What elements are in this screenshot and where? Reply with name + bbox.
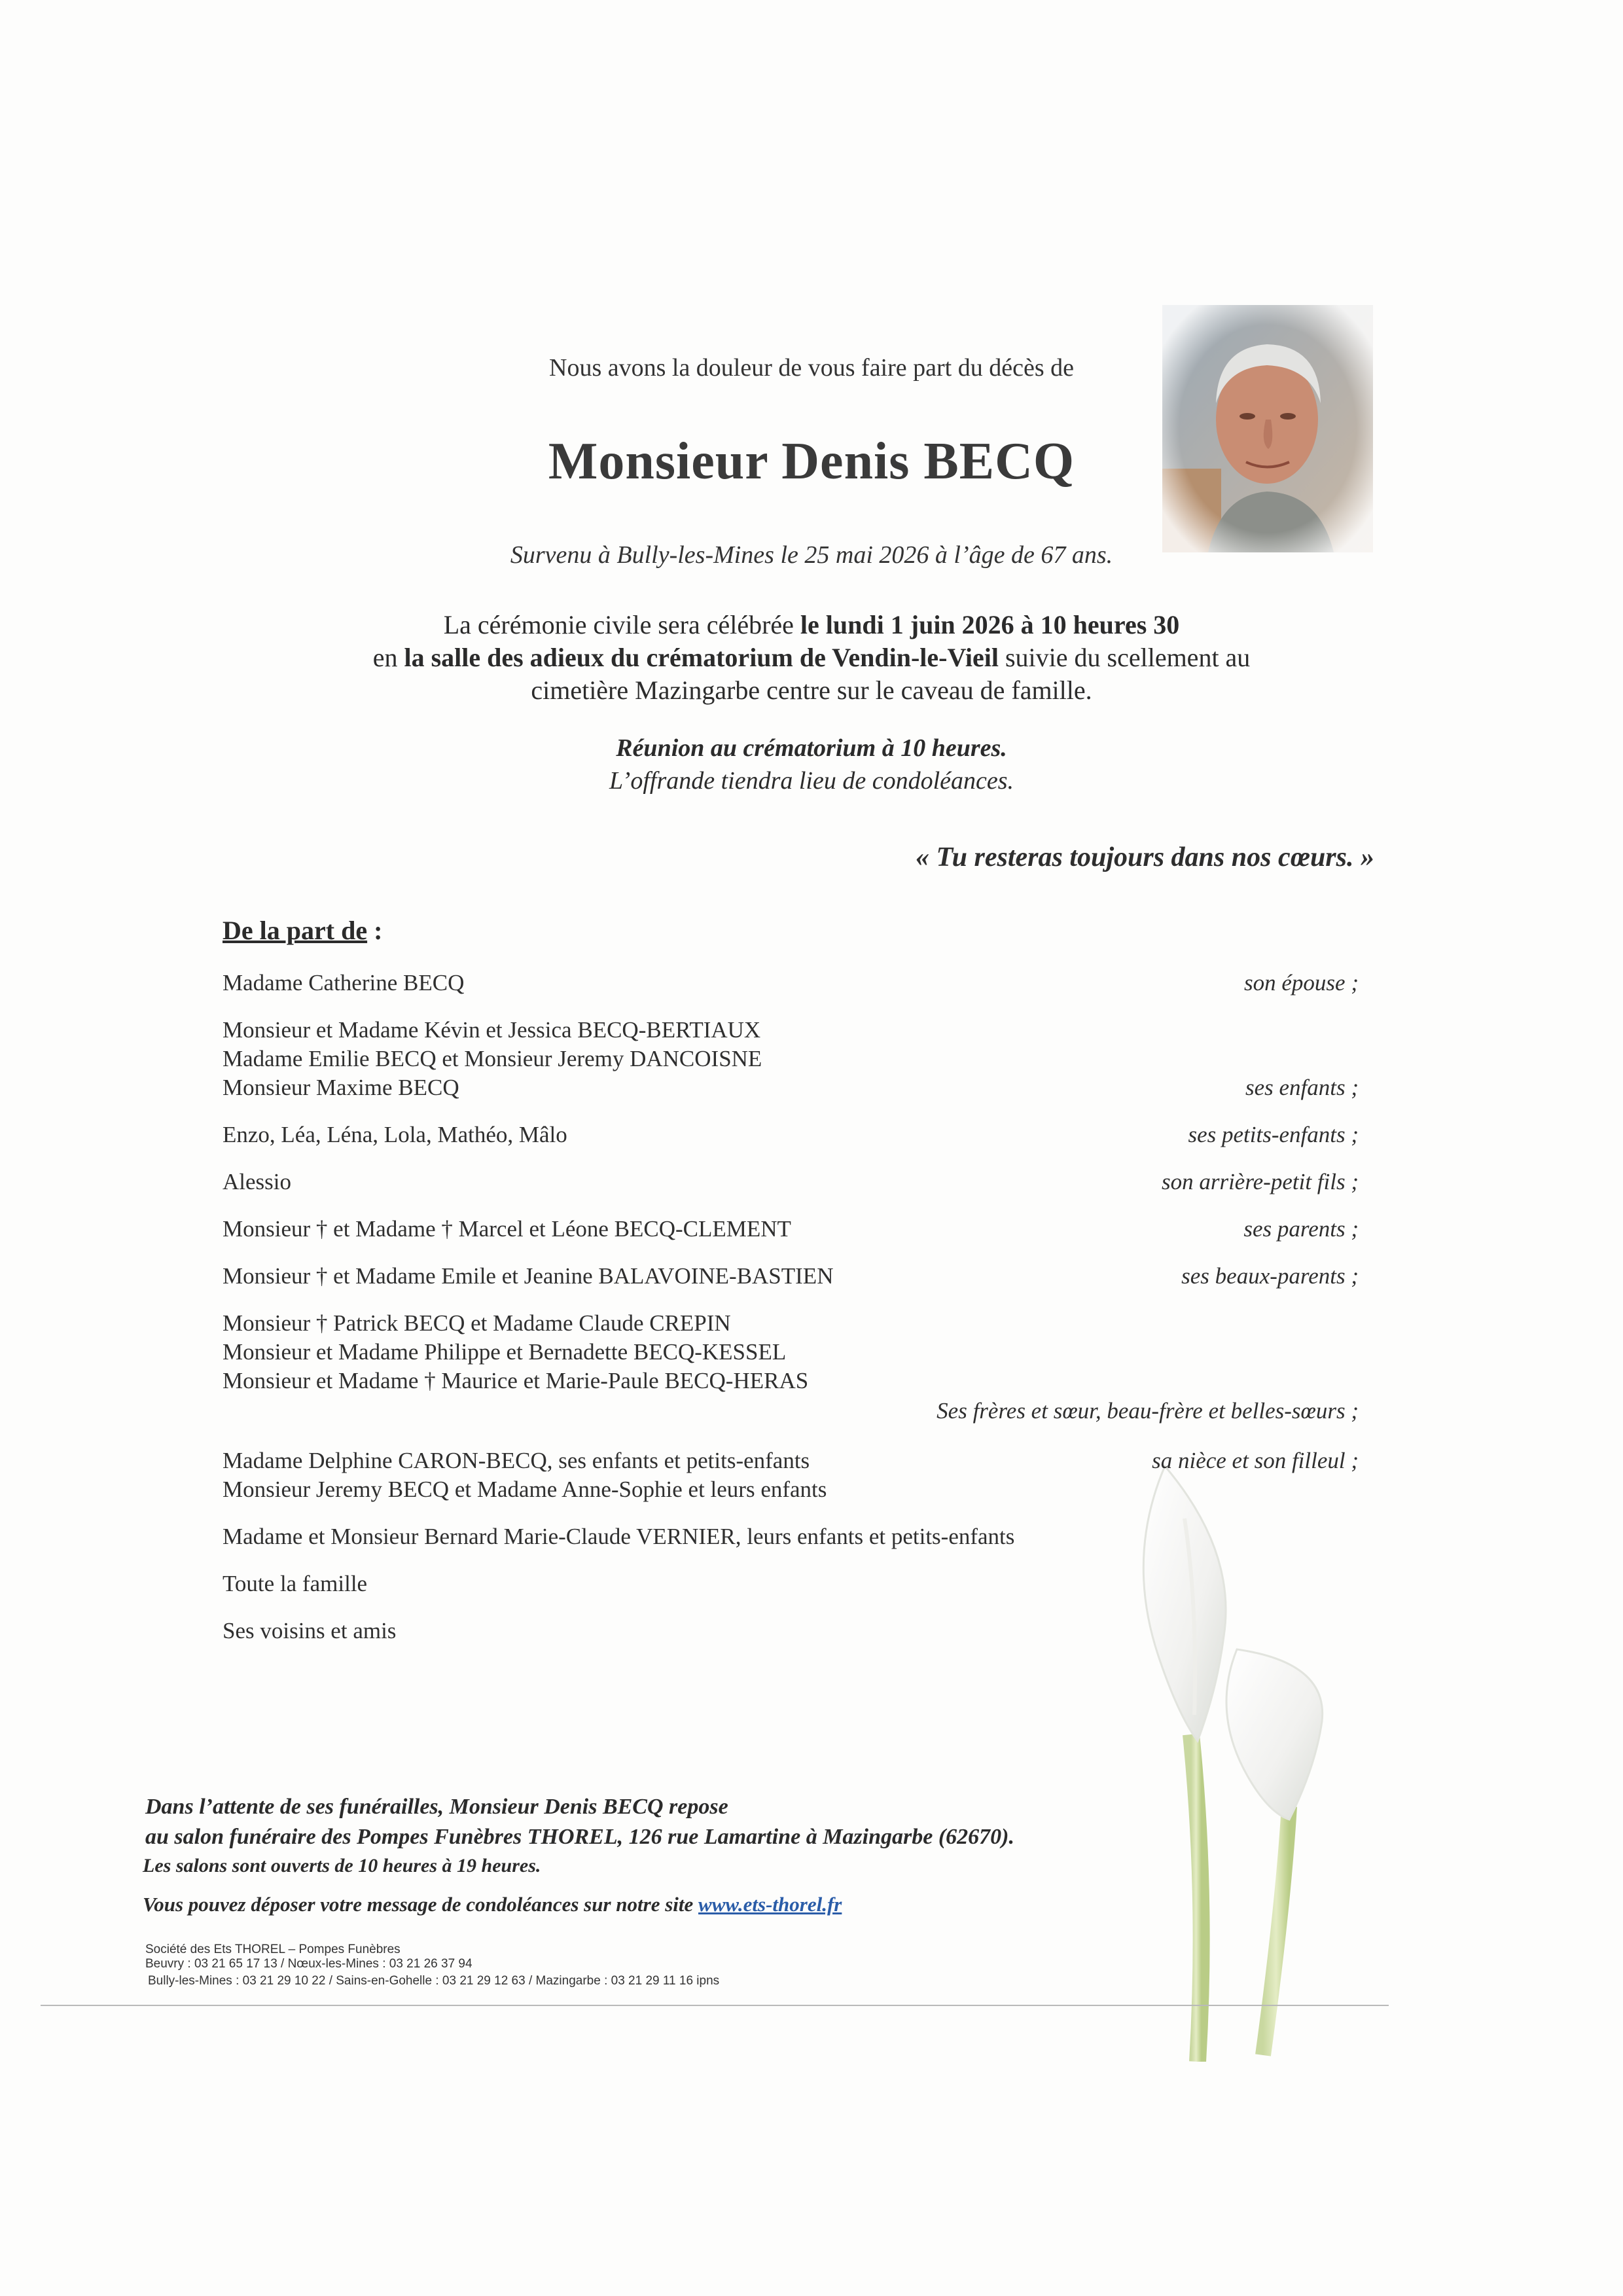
family-names-7 <box>223 1446 827 1504</box>
repose-info <box>145 1792 1014 1852</box>
ceremony-line-3: cimetière Mazingarbe centre sur le caveau de famille. <box>531 675 1092 705</box>
intro-text: Nous avons la douleur de vous faire part du décès de <box>549 354 1074 382</box>
family-relation-1: ses enfants ; <box>1245 1075 1359 1100</box>
from-heading-colon: : <box>367 916 383 945</box>
family-names-8 <box>223 1522 1014 1551</box>
from-heading <box>223 915 382 946</box>
family-names-3 <box>223 1168 291 1196</box>
condolence-message <box>143 1893 842 1916</box>
ceremony-line-2c: suivie du scellement au <box>998 643 1251 672</box>
company-name: Société des Ets THOREL – Pompes Funèbres <box>145 1943 401 1956</box>
family-name: Monsieur † et Madame † Marcel et Léone BECQ-CLEMENT <box>223 1216 791 1242</box>
death-details: Survenu à Bully-les-Mines le 25 mai 2026 à l’âge de 67 ans. <box>510 541 1113 569</box>
family-name: Monsieur † Patrick BECQ et Madame Claude CREPIN <box>223 1310 731 1336</box>
company-phones-2: Bully-les-Mines : 03 21 29 10 22 / Sains-en-Gohelle : 03 21 29 12 63 / Mazingarbe : 03 21 29 11 16 ipns <box>148 1974 720 1988</box>
website-link[interactable]: www.ets-thorel.fr <box>698 1893 842 1916</box>
ceremony-line-2a: en <box>372 643 404 672</box>
family-names-2 <box>223 1121 567 1149</box>
family-name: Toute la famille <box>223 1571 368 1596</box>
repose-line-1: Dans l’attente de ses funérailles, Monsieur Denis BECQ repose <box>145 1795 728 1819</box>
family-names-1 <box>223 1016 762 1102</box>
family-name: Monsieur † et Madame Emile et Jeanine BALAVOINE-BASTIEN <box>223 1263 834 1289</box>
portrait-photo <box>1162 305 1373 552</box>
family-relation-7: sa nièce et son filleul ; <box>1152 1448 1359 1473</box>
calla-lily-illustration <box>1086 1440 1427 2062</box>
salon-hours: Les salons sont ouverts de 10 heures à 19 heures. <box>143 1855 541 1876</box>
reunion-block <box>0 732 1623 797</box>
family-names-10 <box>223 1617 396 1645</box>
family-name: Alessio <box>223 1169 291 1194</box>
family-name: Madame Delphine CARON-BECQ, ses enfants et petits-enfants <box>223 1448 810 1473</box>
family-relation-3: son arrière-petit fils ; <box>1161 1169 1359 1194</box>
family-relation-5: ses beaux-parents ; <box>1181 1263 1359 1289</box>
ceremony-details <box>0 609 1623 707</box>
family-relation-2: ses petits-enfants ; <box>1188 1122 1359 1147</box>
family-name: Monsieur Maxime BECQ <box>223 1075 459 1100</box>
family-names-5 <box>223 1262 833 1291</box>
family-name: Monsieur et Madame Kévin et Jessica BECQ-BERTIAUX <box>223 1017 761 1043</box>
condolence-message-text: Vous pouvez déposer votre message de condoléances sur notre site <box>143 1893 699 1916</box>
offrande-text: L’offrande tiendra lieu de condoléances. <box>609 767 1014 795</box>
ceremony-date: le lundi 1 juin 2026 à 10 heures 30 <box>800 610 1180 639</box>
family-relation-4: ses parents ; <box>1243 1216 1359 1242</box>
family-names-9 <box>223 1570 367 1598</box>
family-name: Madame Emilie BECQ et Monsieur Jeremy DANCOISNE <box>223 1046 762 1071</box>
family-name: Madame et Monsieur Bernard Marie-Claude VERNIER, leurs enfants et petits-enfants <box>223 1524 1015 1549</box>
family-name: Enzo, Léa, Léna, Lola, Mathéo, Mâlo <box>223 1122 567 1147</box>
family-name: Monsieur et Madame Philippe et Bernadette BECQ-KESSEL <box>223 1339 787 1365</box>
footer-divider <box>41 2005 1389 2006</box>
family-name: Ses voisins et amis <box>223 1618 397 1643</box>
memorial-quote: « Tu resteras toujours dans nos cœurs. » <box>916 842 1374 872</box>
ceremony-place: la salle des adieux du crématorium de Vendin-le-Vieil <box>404 643 999 672</box>
family-relation-6: Ses frères et sœur, beau-frère et belles-sœurs ; <box>936 1398 1359 1424</box>
family-names-0 <box>223 969 464 997</box>
reunion-text: Réunion au crématorium à 10 heures. <box>616 734 1007 762</box>
family-names-6 <box>223 1309 808 1395</box>
from-heading-label: De la part de <box>223 916 368 945</box>
family-name: Madame Catherine BECQ <box>223 970 465 996</box>
family-relation-0: son épouse ; <box>1244 970 1359 996</box>
family-name: Monsieur et Madame † Maurice et Marie-Paule BECQ-HERAS <box>223 1368 809 1393</box>
repose-line-2: au salon funéraire des Pompes Funèbres THOREL, 126 rue Lamartine à Mazingarbe (62670). <box>145 1825 1014 1849</box>
company-phones-1: Beuvry : 03 21 65 17 13 / Nœux-les-Mines : 03 21 26 37 94 <box>145 1957 473 1971</box>
family-names-4 <box>223 1215 791 1244</box>
ceremony-line-1a: La cérémonie civile sera célébrée <box>443 610 800 639</box>
family-name: Monsieur Jeremy BECQ et Madame Anne-Sophie et leurs enfants <box>223 1477 827 1502</box>
deceased-name: Monsieur Denis BECQ <box>548 433 1075 490</box>
